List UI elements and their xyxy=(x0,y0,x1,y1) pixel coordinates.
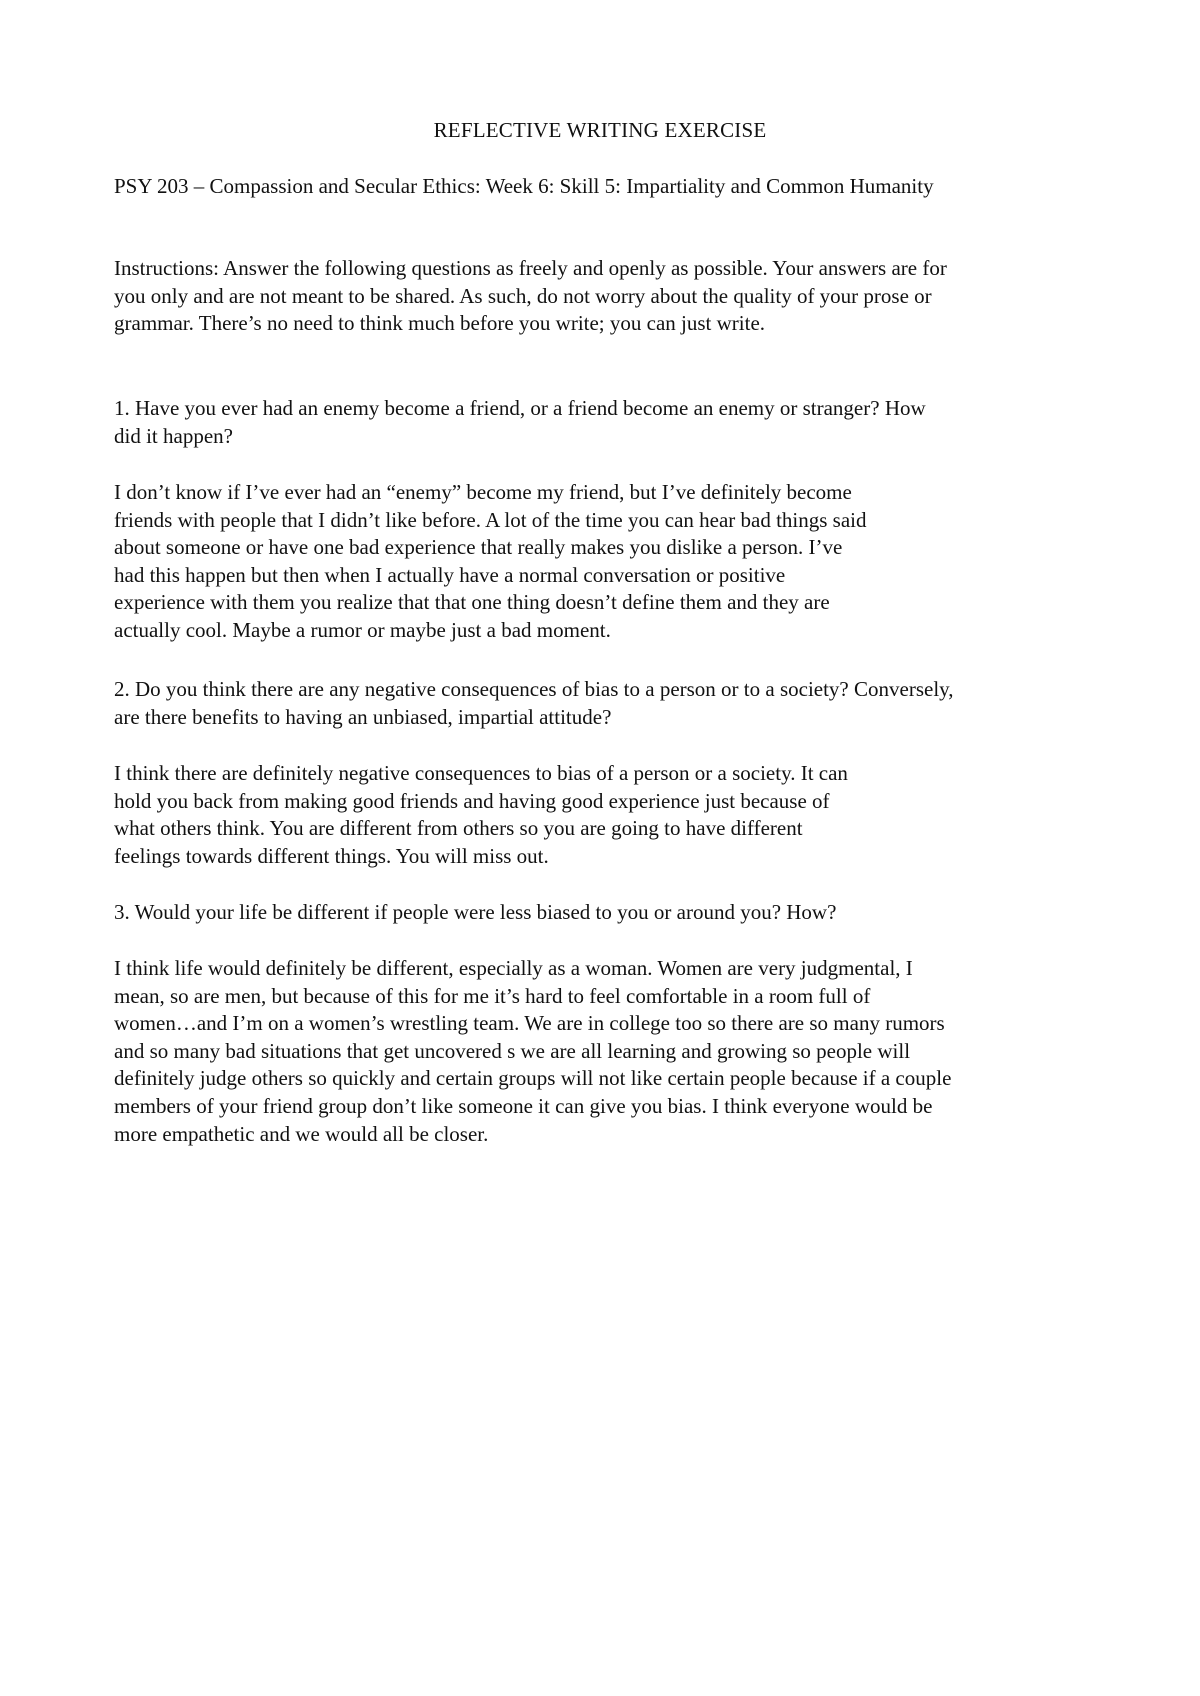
answer-3-line: definitely judge others so quickly and certain groups will not like certain people because if a couple xyxy=(114,1066,952,1091)
question-2-line: are there benefits to having an unbiased, impartial attitude? xyxy=(114,704,612,729)
question-1-line: did it happen? xyxy=(114,423,233,448)
course-subtitle: PSY 203 – Compassion and Secular Ethics: Week 6: Skill 5: Impartiality and Common Humanity xyxy=(114,174,934,198)
instructions-line: grammar. There’s no need to think much before you write; you can just write. xyxy=(114,311,766,336)
answer-1-line: actually cool. Maybe a rumor or maybe just a bad moment. xyxy=(114,617,611,642)
answer-3-line: women…and I’m on a women’s wrestling team. We are in college too so there are so many rumors xyxy=(114,1011,945,1036)
question-3 xyxy=(114,899,1114,927)
answer-2-line: I think there are definitely negative consequences to bias of a person or a society. It can xyxy=(114,761,848,785)
answer-3-line: and so many bad situations that get uncovered s we are all learning and growing so people will xyxy=(114,1038,911,1063)
question-2 xyxy=(114,676,1114,731)
answer-3-line: I think life would definitely be different, especially as a woman. Women are very judgmental, I xyxy=(114,956,913,980)
question-2-line: 2. Do you think there are any negative consequences of bias to a person or to a society? Conversely, xyxy=(114,677,954,701)
answer-2 xyxy=(114,760,1114,870)
answer-1-line: I don’t know if I’ve ever had an “enemy” become my friend, but I’ve definitely become xyxy=(114,480,852,504)
answer-3-line: members of your friend group don’t like someone it can give you bias. I think everyone would be xyxy=(114,1093,933,1118)
question-3-line: 3. Would your life be different if people were less biased to you or around you? How? xyxy=(114,900,837,924)
instructions-paragraph xyxy=(114,255,1114,338)
answer-2-line: what others think. You are different from others so you are going to have different xyxy=(114,816,803,841)
answer-2-line: feelings towards different things. You will miss out. xyxy=(114,843,549,868)
answer-1-line: about someone or have one bad experience that really makes you dislike a person. I’ve xyxy=(114,535,843,560)
answer-1-line: experience with them you realize that that one thing doesn’t define them and they are xyxy=(114,590,830,615)
instructions-line: you only and are not meant to be shared. As such, do not worry about the quality of your prose or xyxy=(114,283,932,308)
document-title: REFLECTIVE WRITING EXERCISE xyxy=(433,118,767,142)
answer-3 xyxy=(114,955,1114,1148)
answer-1 xyxy=(114,479,1114,645)
question-1-line: 1. Have you ever had an enemy become a friend, or a friend become an enemy or stranger? How xyxy=(114,396,926,420)
instructions-line: Instructions: Answer the following questions as freely and openly as possible. Your answers are for xyxy=(114,256,947,280)
answer-3-line: mean, so are men, but because of this for me it’s hard to feel comfortable in a room full of xyxy=(114,983,871,1008)
answer-1-line: friends with people that I didn’t like before. A lot of the time you can hear bad things said xyxy=(114,507,867,532)
question-1 xyxy=(114,395,1114,450)
answer-2-line: hold you back from making good friends and having good experience just because of xyxy=(114,788,830,813)
answer-3-line: more empathetic and we would all be closer. xyxy=(114,1121,489,1146)
answer-1-line: had this happen but then when I actually have a normal conversation or positive xyxy=(114,562,786,587)
